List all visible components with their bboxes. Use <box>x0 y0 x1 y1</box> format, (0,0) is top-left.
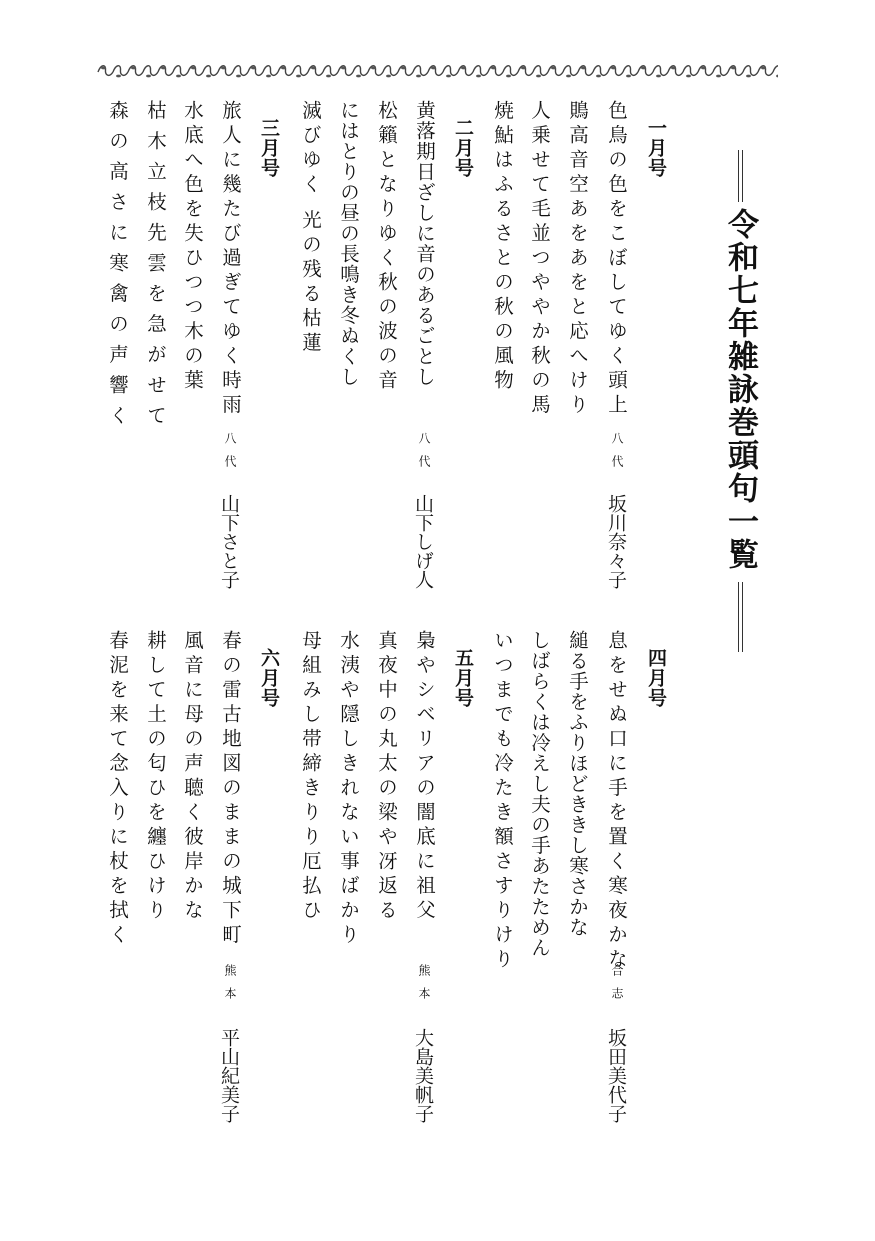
author-name: 大島美帆子 <box>412 1028 434 1123</box>
author-name: 平山紀美子 <box>218 1028 240 1123</box>
haiku-line: しばらくは冷えし夫の手あたためん <box>528 630 551 958</box>
haiku-line: 旅人に幾たび過ぎてゆく時雨 <box>219 100 242 419</box>
author-name: 坂川奈々子 <box>605 494 627 589</box>
haiku-line: 春の雷古地図のままの城下町 <box>219 630 242 949</box>
haiku-line: 枯木立枝先雲を急がせて <box>144 100 167 436</box>
author-place: 熊本 <box>223 964 237 1010</box>
haiku-line: 息をせぬ口に手を置く寒夜かな <box>605 630 628 973</box>
haiku-line: 森の高さに寒禽の声響く <box>106 100 129 436</box>
haiku-line: 風音に母の声聴く彼岸かな <box>181 630 204 924</box>
title-rule-top <box>738 150 743 202</box>
haiku-line: 焼鮎はふるさとの秋の風物 <box>491 100 514 394</box>
haiku-line: 水洟や隠しきれない事ばかり <box>337 630 360 949</box>
haiku-line: 母組みし帯締きりり厄払ひ <box>299 630 322 924</box>
haiku-line: にはとりの昼の長鳴き冬ぬくし <box>337 100 360 387</box>
haiku-line: いつまでも冷たき額さすりけり <box>491 630 514 973</box>
author-name: 山下さと子 <box>218 494 240 589</box>
title-block <box>722 150 762 650</box>
issue-label: 二月号 <box>452 118 474 178</box>
haiku-line: 鵙高音空あをあをと応へけり <box>566 100 589 419</box>
haiku-line: 滅びゆく 光の残る枯蓮 <box>299 100 322 357</box>
author-place: 八代 <box>223 432 237 478</box>
author-place: 八代 <box>610 432 624 478</box>
haiku-line: 人乗せて毛並つややか秋の馬 <box>528 100 551 419</box>
haiku-line: 梟やシベリアの闇底に祖父 <box>413 630 436 924</box>
author-place: 八代 <box>417 432 431 478</box>
haiku-line: 松籟となりゆく秋の波の音 <box>375 100 398 394</box>
author-place: 合志 <box>610 964 624 1010</box>
haiku-line: 真夜中の丸太の梁や冴返る <box>375 630 398 924</box>
haiku-line: 水底へ色を失ひつつ木の葉 <box>181 100 204 394</box>
author-name: 坂田美代子 <box>605 1028 627 1123</box>
haiku-line: 色鳥の色をこぼしてゆく頭上 <box>605 100 628 419</box>
issue-label: 六月号 <box>258 648 280 708</box>
issue-label: 五月号 <box>452 648 474 708</box>
haiku-line: 春泥を来て念入りに杖を拭く <box>106 630 129 949</box>
title-rule-bottom <box>738 582 743 652</box>
haiku-line: 耕して土の匂ひを纏ひけり <box>144 630 167 924</box>
author-place: 熊本 <box>417 964 431 1010</box>
issue-label: 一月号 <box>645 118 667 178</box>
haiku-line: 黄落期日ざしに音のあるごとし <box>413 100 436 387</box>
issue-label: 三月号 <box>258 118 280 178</box>
ornament-border <box>96 62 778 82</box>
issue-label: 四月号 <box>645 648 667 708</box>
author-name: 山下しげ人 <box>412 494 434 589</box>
haiku-line: 縋る手をふりほどききし寒さかな <box>566 630 589 938</box>
page-title: 令和七年雑詠巻頭句一覧 <box>722 208 758 571</box>
